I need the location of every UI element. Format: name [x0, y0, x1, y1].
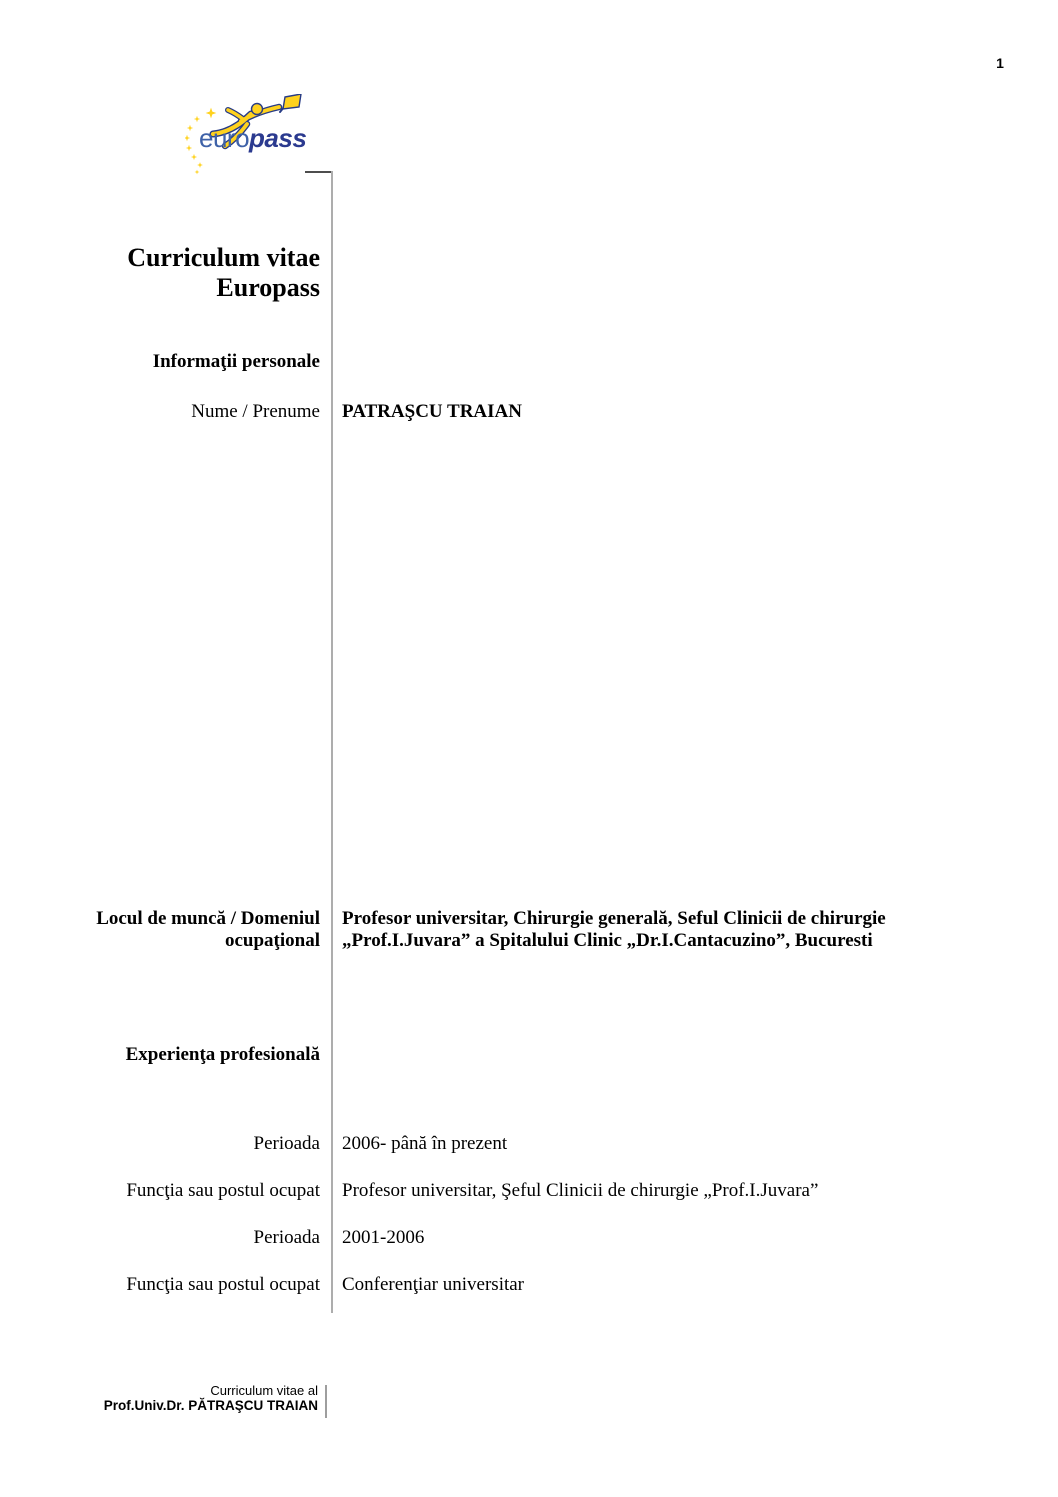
value-period-2: 2001-2006 — [342, 1227, 425, 1248]
label-workplace — [0, 908, 320, 952]
value-workplace-line1: Profesor universitar, Chirurgie generală, Seful Clinicii de chirurgie — [342, 908, 886, 929]
value-period-1: 2006- până în prezent — [342, 1133, 508, 1154]
value-position-2: Conferenţiar universitar — [342, 1274, 525, 1295]
document-title — [0, 243, 320, 303]
document-title-line2: Europass — [216, 273, 320, 302]
footer-line1: Curriculum vitae al — [210, 1383, 318, 1398]
label-position-1: Funcţia sau postul ocupat — [126, 1180, 320, 1201]
section-heading-experience: Experienţa profesională — [125, 1044, 320, 1065]
value-workplace-line2: „Prof.I.Juvara” a Spitalului Clinic „Dr.I.Cantacuzino”, Bucuresti — [342, 930, 873, 951]
label-workplace-line2: ocupaţional — [224, 930, 320, 951]
label-workplace-line1: Locul de muncă / Domeniul — [96, 908, 320, 929]
footer-divider — [325, 1385, 327, 1418]
logo-text-euro: euro — [199, 123, 250, 153]
logo-text-pass: pass — [249, 123, 307, 153]
europass-logo-text — [199, 124, 306, 152]
page-footer — [0, 1383, 318, 1413]
page-number: 1 — [996, 55, 1004, 71]
label-position-2: Funcţia sau postul ocupat — [126, 1274, 320, 1295]
value-workplace — [342, 908, 886, 952]
section-heading-personal: Informaţii personale — [152, 351, 320, 372]
footer-line2: Prof.Univ.Dr. PĂTRAŞCU TRAIAN — [103, 1398, 318, 1413]
document-title-line1: Curriculum vitae — [127, 243, 320, 272]
label-name: Nume / Prenume — [191, 401, 320, 422]
label-period-1: Perioada — [253, 1133, 320, 1154]
value-name: PATRAŞCU TRAIAN — [342, 401, 522, 422]
vertical-divider — [331, 171, 333, 1313]
divider-top-corner — [305, 171, 333, 173]
europass-logo — [185, 94, 319, 178]
value-position-1: Profesor universitar, Şeful Clinicii de chirurgie „Prof.I.Juvara” — [342, 1180, 819, 1201]
label-period-2: Perioada — [253, 1227, 320, 1248]
